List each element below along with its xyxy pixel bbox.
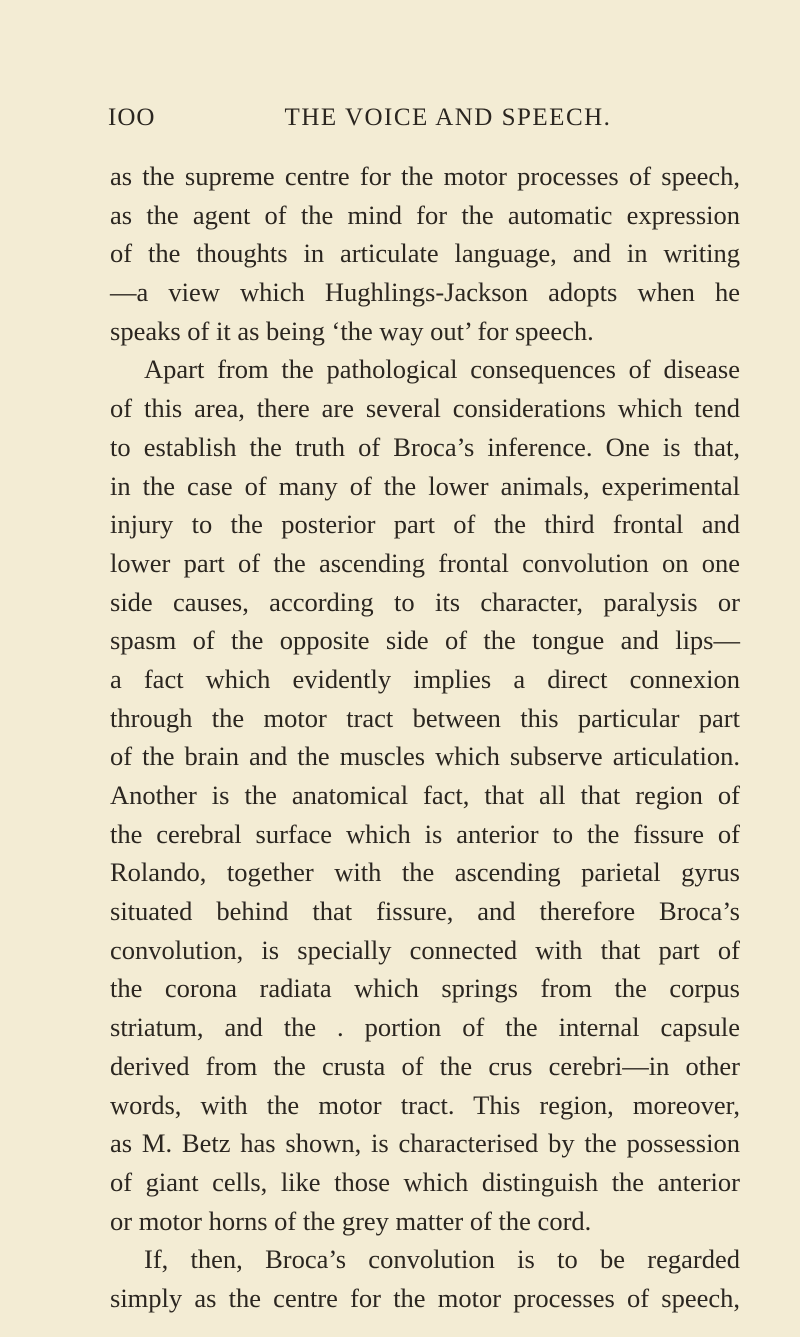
running-title: THE VOICE AND SPEECH. <box>284 104 612 131</box>
text-line: Another is the anatomical fact, that all that region of <box>110 780 740 810</box>
text-line: Apart from the pathological consequences of disease <box>144 354 740 385</box>
text-line: of giant cells, like those which distinguish the anterior <box>110 1166 740 1197</box>
text-line: If, then, Broca’s convolution is to be regarded <box>144 1244 740 1275</box>
text-line: through the motor tract between this particular part <box>110 702 740 733</box>
text-line: as the supreme centre for the motor processes of speech, <box>110 161 740 191</box>
text-line: striatum, and the . portion of the internal capsule <box>110 1012 740 1043</box>
text-line: side causes, according to its character, paralysis or <box>110 586 740 617</box>
text-line: Rolando, together with the ascending parietal gyrus <box>110 857 740 888</box>
text-line: of this area, there are several considerations which tend <box>110 393 740 424</box>
text-line: speaks of it as being ‘the way out’ for speech. <box>110 315 594 346</box>
text-line: to establish the truth of Broca’s inference. One is that, <box>110 431 740 462</box>
text-line: lower part of the ascending frontal convolution on one <box>110 547 740 578</box>
text-line: the cerebral surface which is anterior to the fissure of <box>110 818 740 849</box>
page-number: IOO <box>108 104 156 131</box>
text-line: simply as the centre for the motor processes of speech, <box>110 1282 740 1313</box>
text-line: in the case of many of the lower animals, experimental <box>110 470 740 501</box>
text-line: as M. Betz has shown, is characterised by the possession <box>110 1128 740 1159</box>
text-line: of the thoughts in articulate language, and in writing <box>110 238 740 269</box>
text-line: convolution, is specially connected with that part of <box>110 934 740 965</box>
text-line: of the brain and the muscles which subserve articulation. <box>110 741 740 772</box>
text-line: or motor horns of the grey matter of the cord. <box>110 1205 592 1236</box>
text-line: derived from the crusta of the crus cerebri—in other <box>110 1050 740 1081</box>
body-text <box>110 157 740 1318</box>
text-line: a fact which evidently implies a direct connexion <box>110 663 740 694</box>
text-line: —a view which Hughlings-Jackson adopts when he <box>110 277 740 308</box>
text-line: as the agent of the mind for the automatic expression <box>110 199 740 230</box>
page-header <box>108 104 748 140</box>
text-line: the corona radiata which springs from the corpus <box>110 973 740 1004</box>
text-line: words, with the motor tract. This region, moreover, <box>110 1089 740 1120</box>
text-line: injury to the posterior part of the third frontal and <box>110 509 740 540</box>
text-line: spasm of the opposite side of the tongue and lips— <box>110 625 740 656</box>
text-line: situated behind that fissure, and therefore Broca’s <box>110 896 740 927</box>
